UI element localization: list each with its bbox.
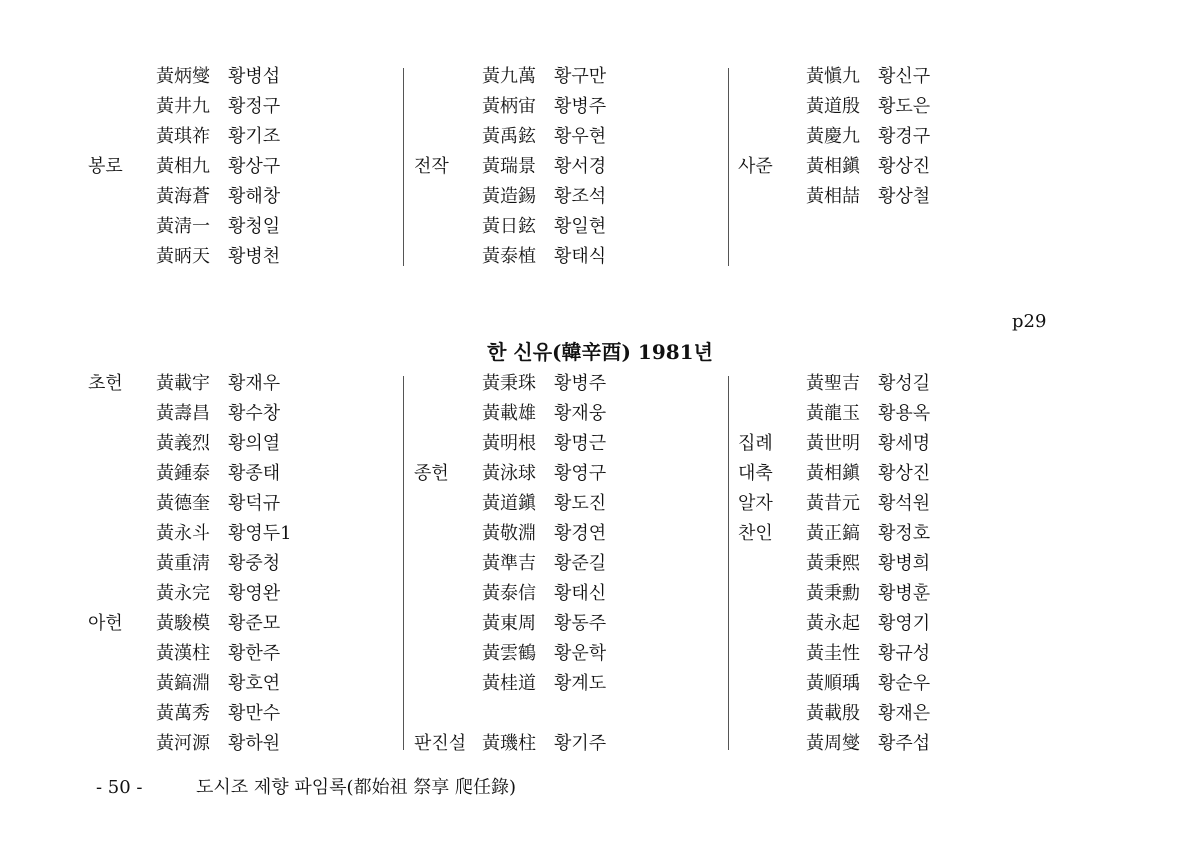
name-hangul: 황재은 [878,703,931,724]
name-hanja: 黃聖吉 [806,373,860,394]
name-hanja: 黃桂道 [482,673,536,694]
name-hanja: 黃永斗 [156,523,210,544]
name-hangul: 황태신 [554,583,607,604]
name-hangul: 황병주 [554,96,607,117]
name-hanja: 黃正鎬 [806,523,860,544]
name-hanja: 黃柄宙 [482,96,536,117]
name-hangul: 황세명 [878,433,931,454]
name-hangul: 황병훈 [878,583,931,604]
name-hanja: 黃禹鉉 [482,126,536,147]
name-hanja: 黃順瑀 [806,673,860,694]
name-hanja: 黃瑞景 [482,156,536,177]
name-hanja: 黃秉珠 [482,373,536,394]
name-hanja: 黃昔元 [806,493,860,514]
role-label: 아헌 [88,613,123,634]
name-hangul: 황덕규 [228,493,281,514]
name-hangul: 황영기 [878,613,931,634]
name-hanja: 黃鎬淵 [156,673,210,694]
name-hanja: 黃明根 [482,433,536,454]
name-hangul: 황병주 [554,373,607,394]
name-hanja: 黃鍾泰 [156,463,210,484]
name-hanja: 黃淸一 [156,216,210,237]
name-hangul: 황병천 [228,246,281,267]
name-hangul: 황준모 [228,613,281,634]
name-hangul: 황만수 [228,703,281,724]
role-label: 판진설 [414,733,467,754]
footer-page-number: - 50 - [96,777,143,798]
name-hanja: 黃愼九 [806,66,860,87]
name-hangul: 황영완 [228,583,281,604]
name-hangul: 황재웅 [554,403,607,424]
role-label: 봉로 [88,156,123,177]
name-hanja: 黃昞天 [156,246,210,267]
column-divider [403,376,404,750]
name-hangul: 황용옥 [878,403,931,424]
name-hangul: 황조석 [554,186,607,207]
role-label: 집례 [738,433,773,454]
name-hangul: 황규성 [878,643,931,664]
name-hangul: 황서경 [554,156,607,177]
name-hangul: 황태식 [554,246,607,267]
name-hanja: 黃德奎 [156,493,210,514]
name-hanja: 黃義烈 [156,433,210,454]
name-hanja: 黃相九 [156,156,210,177]
name-hanja: 黃泰植 [482,246,536,267]
column-divider [728,68,729,266]
name-hangul: 황계도 [554,673,607,694]
name-hanja: 黃敬淵 [482,523,536,544]
name-hanja: 黃九萬 [482,66,536,87]
name-hanja: 黃造錫 [482,186,536,207]
name-hangul: 황기주 [554,733,607,754]
name-hangul: 황구만 [554,66,607,87]
column-divider [403,68,404,266]
name-hangul: 황한주 [228,643,281,664]
name-hangul: 황도은 [878,96,931,117]
name-hanja: 黃海蒼 [156,186,210,207]
name-hanja: 黃世明 [806,433,860,454]
name-hangul: 황수창 [228,403,281,424]
name-hangul: 황병섭 [228,66,281,87]
name-hangul: 황도진 [554,493,607,514]
role-label: 찬인 [738,523,773,544]
name-hangul: 황종태 [228,463,281,484]
name-hanja: 黃泳球 [482,463,536,484]
name-hanja: 黃載殷 [806,703,860,724]
name-hangul: 황명근 [554,433,607,454]
name-hangul: 황병희 [878,553,931,574]
name-hanja: 黃秉熙 [806,553,860,574]
name-hangul: 황재우 [228,373,281,394]
name-hanja: 黃壽昌 [156,403,210,424]
name-hangul: 황영두1 [228,523,292,544]
name-hangul: 황경구 [878,126,931,147]
name-hangul: 황호연 [228,673,281,694]
name-hanja: 黃準吉 [482,553,536,574]
column-divider [728,376,729,750]
name-hangul: 황우현 [554,126,607,147]
top-roster [0,62,1200,272]
footer-book-title: 도시조 제향 파임록(都始祖 祭享 爬任錄) [196,777,517,798]
role-label: 대축 [738,463,773,484]
name-hanja: 黃永完 [156,583,210,604]
name-hanja: 黃琪祚 [156,126,210,147]
name-hangul: 황순우 [878,673,931,694]
role-label: 알자 [738,493,773,514]
name-hangul: 황청일 [228,216,281,237]
name-hangul: 황상구 [228,156,281,177]
name-hanja: 黃秉勳 [806,583,860,604]
bottom-roster [0,369,1200,759]
name-hanja: 黃載雄 [482,403,536,424]
name-hanja: 黃萬秀 [156,703,210,724]
name-hangul: 황성길 [878,373,931,394]
page-marker: p29 [1012,311,1047,332]
name-hanja: 黃相喆 [806,186,860,207]
name-hangul: 황영구 [554,463,607,484]
name-hanja: 黃圭性 [806,643,860,664]
name-hanja: 黃漢柱 [156,643,210,664]
name-hanja: 黃龍玉 [806,403,860,424]
name-hanja: 黃載宇 [156,373,210,394]
name-hanja: 黃道鎭 [482,493,536,514]
role-label: 초헌 [88,373,123,394]
name-hanja: 黃道殷 [806,96,860,117]
name-hangul: 황신구 [878,66,931,87]
role-label: 전작 [414,156,449,177]
name-hangul: 황기조 [228,126,281,147]
name-hanja: 黃井九 [156,96,210,117]
name-hangul: 황상진 [878,156,931,177]
name-hanja: 黃永起 [806,613,860,634]
role-label: 종헌 [414,463,449,484]
name-hangul: 황정호 [878,523,931,544]
name-hanja: 黃重淸 [156,553,210,574]
name-hanja: 黃相鎭 [806,463,860,484]
name-hanja: 黃雲鶴 [482,643,536,664]
name-hanja: 黃相鎭 [806,156,860,177]
name-hangul: 황상철 [878,186,931,207]
name-hanja: 黃周燮 [806,733,860,754]
name-hanja: 黃璣柱 [482,733,536,754]
name-hanja: 黃炳燮 [156,66,210,87]
name-hangul: 황정구 [228,96,281,117]
name-hangul: 황주섭 [878,733,931,754]
name-hangul: 황중청 [228,553,281,574]
name-hanja: 黃日鉉 [482,216,536,237]
name-hanja: 黃駿模 [156,613,210,634]
name-hangul: 황상진 [878,463,931,484]
section-title: 한 신유(韓辛酉) 1981년 [487,340,713,364]
role-label: 사준 [738,156,773,177]
name-hangul: 황동주 [554,613,607,634]
name-hangul: 황석원 [878,493,931,514]
name-hanja: 黃泰信 [482,583,536,604]
name-hangul: 황의열 [228,433,281,454]
name-hanja: 黃慶九 [806,126,860,147]
name-hangul: 황해창 [228,186,281,207]
name-hangul: 황경연 [554,523,607,544]
name-hangul: 황일현 [554,216,607,237]
name-hanja: 黃河源 [156,733,210,754]
name-hanja: 黃東周 [482,613,536,634]
name-hangul: 황준길 [554,553,607,574]
name-hangul: 황하원 [228,733,281,754]
name-hangul: 황운학 [554,643,607,664]
